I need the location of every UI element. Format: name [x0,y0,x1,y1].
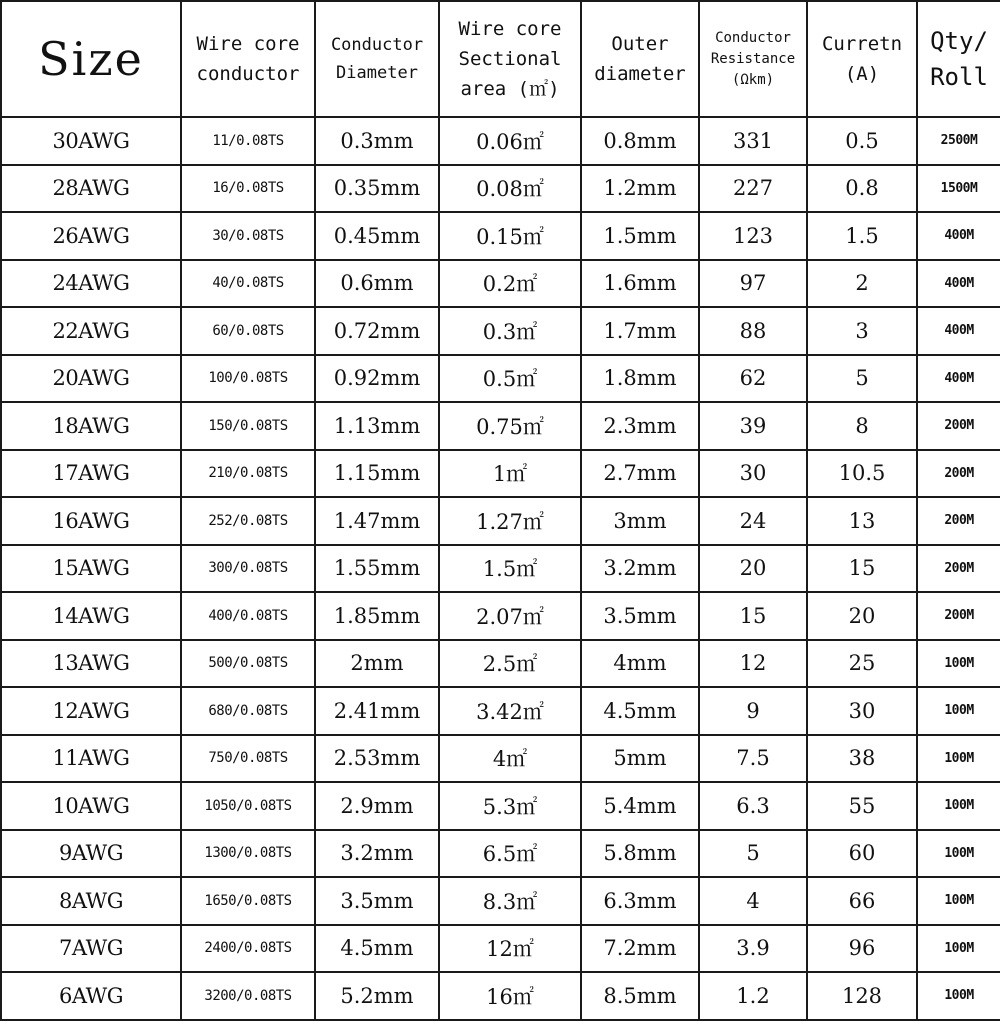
core-cell: 1650/0.08TS [181,877,315,925]
table-row [1,117,1000,165]
core-cell: 400/0.08TS [181,592,315,640]
area-cell: 4㎡ [439,735,581,783]
outer-diameter-cell: 1.8mm [581,355,699,403]
resistance-cell: 12 [699,640,807,688]
size-cell: 7AWG [1,925,181,973]
qty-cell: 2500M [917,117,1000,165]
table-row [1,355,1000,403]
diameter-cell: 0.6mm [315,260,439,308]
resistance-cell: 97 [699,260,807,308]
resistance-cell: 24 [699,497,807,545]
resistance-cell: 9 [699,687,807,735]
area-cell: 0.2㎡ [439,260,581,308]
table-row [1,450,1000,498]
area-cell: 8.3㎡ [439,877,581,925]
outer-diameter-cell: 2.3mm [581,402,699,450]
qty-cell: 100M [917,640,1000,688]
table-row [1,972,1000,1020]
header-qty-per-roll [917,1,1000,117]
resistance-cell: 227 [699,165,807,213]
header-conductor-resistance [699,1,807,117]
area-cell: 16㎡ [439,972,581,1020]
outer-diameter-cell: 7.2mm [581,925,699,973]
area-cell: 2.07㎡ [439,592,581,640]
area-cell: 6.5㎡ [439,830,581,878]
current-cell: 8 [807,402,917,450]
outer-diameter-cell: 1.7mm [581,307,699,355]
core-cell: 750/0.08TS [181,735,315,783]
header-outer-diameter [581,1,699,117]
header-line: Diameter [336,63,418,83]
current-cell: 15 [807,545,917,593]
table-row [1,497,1000,545]
diameter-cell: 0.35mm [315,165,439,213]
diameter-cell: 1.55mm [315,545,439,593]
header-conductor-diameter [315,1,439,117]
qty-cell: 1500M [917,165,1000,213]
resistance-cell: 20 [699,545,807,593]
table-row [1,925,1000,973]
resistance-cell: 39 [699,402,807,450]
core-cell: 300/0.08TS [181,545,315,593]
area-cell: 1.27㎡ [439,497,581,545]
diameter-cell: 2mm [315,640,439,688]
area-cell: 0.15㎡ [439,212,581,260]
area-cell: 0.06㎡ [439,117,581,165]
current-cell: 25 [807,640,917,688]
current-cell: 5 [807,355,917,403]
header-line: (A) [844,63,880,85]
table-row [1,545,1000,593]
size-cell: 28AWG [1,165,181,213]
outer-diameter-cell: 5.8mm [581,830,699,878]
table-row [1,735,1000,783]
current-cell: 38 [807,735,917,783]
outer-diameter-cell: 1.6mm [581,260,699,308]
size-cell: 10AWG [1,782,181,830]
outer-diameter-cell: 3.5mm [581,592,699,640]
size-cell: 20AWG [1,355,181,403]
size-cell: 11AWG [1,735,181,783]
qty-cell: 100M [917,877,1000,925]
diameter-cell: 1.15mm [315,450,439,498]
size-cell: 18AWG [1,402,181,450]
qty-cell: 100M [917,830,1000,878]
current-cell: 0.8 [807,165,917,213]
size-cell: 26AWG [1,212,181,260]
qty-cell: 100M [917,925,1000,973]
size-cell: 24AWG [1,260,181,308]
current-cell: 3 [807,307,917,355]
outer-diameter-cell: 5mm [581,735,699,783]
area-cell: 1㎡ [439,450,581,498]
current-cell: 0.5 [807,117,917,165]
area-cell: 12㎡ [439,925,581,973]
core-cell: 11/0.08TS [181,117,315,165]
qty-cell: 200M [917,592,1000,640]
core-cell: 3200/0.08TS [181,972,315,1020]
qty-cell: 400M [917,307,1000,355]
area-cell: 0.3㎡ [439,307,581,355]
size-cell: 15AWG [1,545,181,593]
diameter-cell: 3.2mm [315,830,439,878]
current-cell: 30 [807,687,917,735]
current-cell: 1.5 [807,212,917,260]
diameter-cell: 0.45mm [315,212,439,260]
table-row [1,307,1000,355]
header-line: Roll [930,63,988,91]
outer-diameter-cell: 1.5mm [581,212,699,260]
size-cell: 17AWG [1,450,181,498]
diameter-cell: 1.13mm [315,402,439,450]
header-line: Conductor [715,29,791,46]
core-cell: 60/0.08TS [181,307,315,355]
area-cell: 3.42㎡ [439,687,581,735]
area-cell: 0.5㎡ [439,355,581,403]
area-cell: 5.3㎡ [439,782,581,830]
current-cell: 10.5 [807,450,917,498]
core-cell: 2400/0.08TS [181,925,315,973]
area-cell: 2.5㎡ [439,640,581,688]
table-row [1,877,1000,925]
resistance-cell: 62 [699,355,807,403]
table-row [1,260,1000,308]
area-cell: 1.5㎡ [439,545,581,593]
table-row [1,165,1000,213]
diameter-cell: 0.72mm [315,307,439,355]
qty-cell: 400M [917,355,1000,403]
qty-cell: 100M [917,735,1000,783]
header-line: Curretn [821,33,903,55]
header-wire-core-conductor [181,1,315,117]
resistance-cell: 1.2 [699,972,807,1020]
header-current [807,1,917,117]
qty-cell: 200M [917,402,1000,450]
core-cell: 1300/0.08TS [181,830,315,878]
table-row [1,782,1000,830]
table-row [1,687,1000,735]
header-line: diameter [594,63,686,85]
table-row [1,592,1000,640]
size-cell: 16AWG [1,497,181,545]
outer-diameter-cell: 1.2mm [581,165,699,213]
current-cell: 60 [807,830,917,878]
outer-diameter-cell: 6.3mm [581,877,699,925]
header-line: Resistance [710,50,796,67]
table-row [1,212,1000,260]
outer-diameter-cell: 3.2mm [581,545,699,593]
qty-cell: 200M [917,497,1000,545]
diameter-cell: 2.41mm [315,687,439,735]
core-cell: 210/0.08TS [181,450,315,498]
qty-cell: 200M [917,450,1000,498]
qty-cell: 100M [917,687,1000,735]
diameter-cell: 1.47mm [315,497,439,545]
resistance-cell: 331 [699,117,807,165]
size-cell: 30AWG [1,117,181,165]
resistance-cell: 6.3 [699,782,807,830]
header-line: Wire core [458,18,562,40]
resistance-cell: 123 [699,212,807,260]
resistance-cell: 88 [699,307,807,355]
core-cell: 1050/0.08TS [181,782,315,830]
qty-cell: 400M [917,212,1000,260]
qty-cell: 100M [917,782,1000,830]
outer-diameter-cell: 0.8mm [581,117,699,165]
table-row [1,640,1000,688]
qty-cell: 200M [917,545,1000,593]
header-line: Qty/ [930,27,988,55]
core-cell: 150/0.08TS [181,402,315,450]
diameter-cell: 0.3mm [315,117,439,165]
header-line: Sectional [458,48,562,70]
diameter-cell: 3.5mm [315,877,439,925]
outer-diameter-cell: 8.5mm [581,972,699,1020]
diameter-cell: 2.9mm [315,782,439,830]
area-cell: 0.75㎡ [439,402,581,450]
diameter-cell: 4.5mm [315,925,439,973]
size-cell: 6AWG [1,972,181,1020]
resistance-cell: 15 [699,592,807,640]
diameter-cell: 1.85mm [315,592,439,640]
resistance-cell: 30 [699,450,807,498]
size-cell: 14AWG [1,592,181,640]
core-cell: 30/0.08TS [181,212,315,260]
core-cell: 100/0.08TS [181,355,315,403]
resistance-cell: 5 [699,830,807,878]
current-cell: 20 [807,592,917,640]
diameter-cell: 0.92mm [315,355,439,403]
current-cell: 13 [807,497,917,545]
outer-diameter-cell: 4.5mm [581,687,699,735]
core-cell: 500/0.08TS [181,640,315,688]
core-cell: 40/0.08TS [181,260,315,308]
outer-diameter-cell: 4mm [581,640,699,688]
qty-cell: 100M [917,972,1000,1020]
size-cell: 8AWG [1,877,181,925]
outer-diameter-cell: 3mm [581,497,699,545]
diameter-cell: 5.2mm [315,972,439,1020]
header-line: conductor [196,63,300,85]
current-cell: 2 [807,260,917,308]
header-line: (Ωkm) [731,71,775,88]
outer-diameter-cell: 2.7mm [581,450,699,498]
size-cell: 12AWG [1,687,181,735]
resistance-cell: 4 [699,877,807,925]
table-row [1,830,1000,878]
header-line: area (㎡) [460,78,560,100]
outer-diameter-cell: 5.4mm [581,782,699,830]
size-cell: 13AWG [1,640,181,688]
header-row [1,1,1000,117]
current-cell: 55 [807,782,917,830]
table-row [1,402,1000,450]
header-line: Conductor [330,35,424,55]
core-cell: 252/0.08TS [181,497,315,545]
current-cell: 96 [807,925,917,973]
header-sectional-area [439,1,581,117]
current-cell: 128 [807,972,917,1020]
resistance-cell: 3.9 [699,925,807,973]
qty-cell: 400M [917,260,1000,308]
header-line: Wire core [196,33,300,55]
diameter-cell: 2.53mm [315,735,439,783]
core-cell: 680/0.08TS [181,687,315,735]
header-size: Size [1,1,181,117]
size-cell: 9AWG [1,830,181,878]
core-cell: 16/0.08TS [181,165,315,213]
current-cell: 66 [807,877,917,925]
table-body [1,117,1000,1020]
area-cell: 0.08㎡ [439,165,581,213]
resistance-cell: 7.5 [699,735,807,783]
header-line: Outer [611,33,669,55]
size-cell: 22AWG [1,307,181,355]
